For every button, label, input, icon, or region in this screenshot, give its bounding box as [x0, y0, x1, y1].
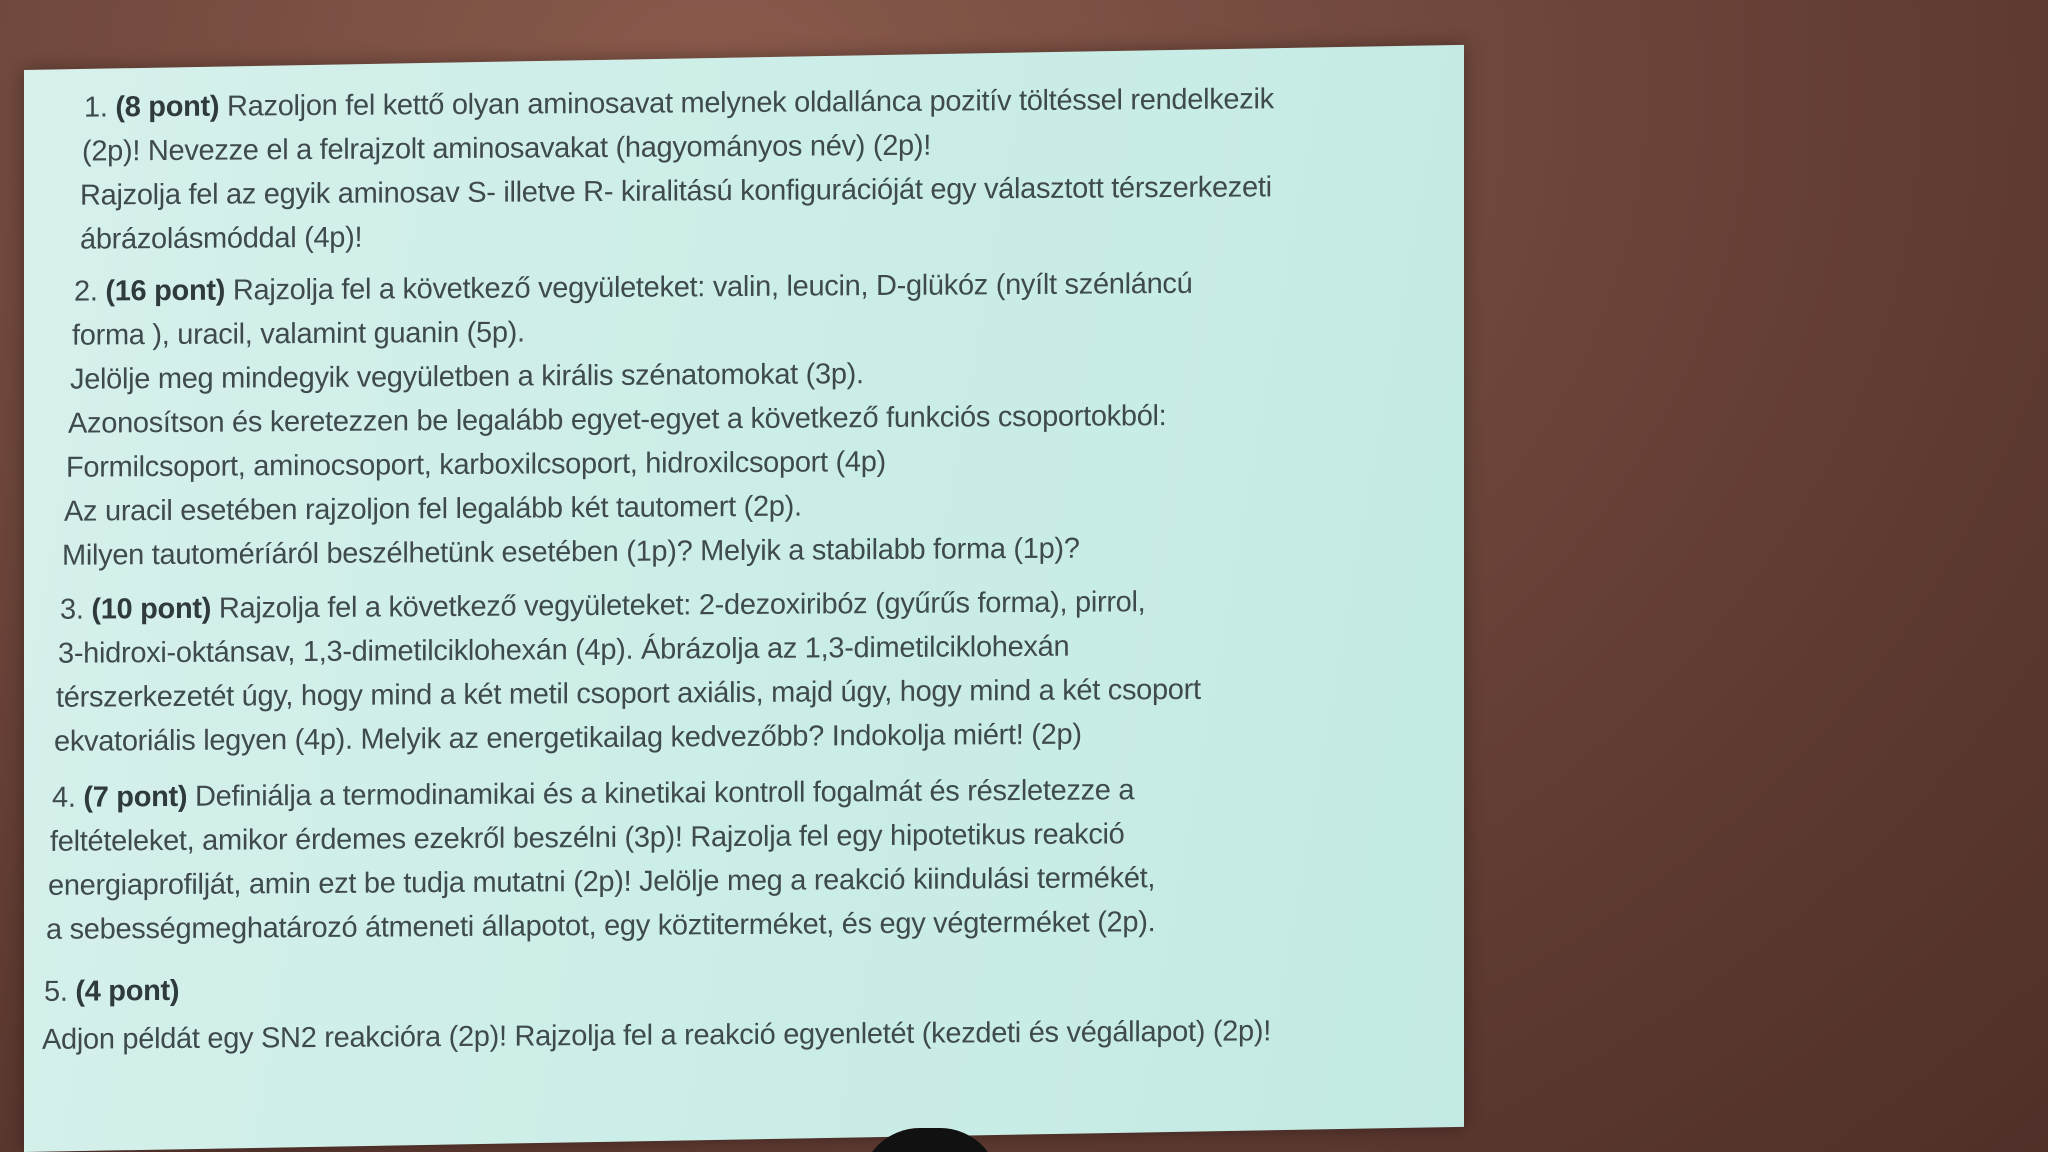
question-2-line-1: 2. (16 pont) Rajzolja fel a következő vegyületeket: valin, leucin, D-glükóz (nyílt szénláncú: [74, 267, 1193, 308]
question-1-line-4: ábrázolásmóddal (4p)!: [80, 221, 363, 256]
question-4-line-2: feltételeket, amikor érdemes ezekről beszélni (3p)! Rajzolja fel egy hipotetikus reakció: [50, 818, 1125, 858]
question-3-line-1: 3. (10 pont) Rajzolja fel a következő vegyületeket: 2-dezoxiribóz (gyűrűs forma), pirrol,: [60, 586, 1146, 626]
question-1-line-1: 1. (8 pont) Razoljon fel kettő olyan aminosavat melynek oldallánca pozitív töltéssel rendelkezik: [84, 83, 1274, 124]
question-3-line-2: 3-hidroxi-oktánsav, 1,3-dimetilciklohexán (4p). Ábrázolja az 1,3-dimetilciklohexán: [58, 630, 1070, 670]
question-3-line-4: ekvatoriális legyen (4p). Melyik az energetikailag kedvezőbb? Indokolja miért! (2p): [54, 718, 1082, 758]
question-5-line-2: Adjon példát egy SN2 reakcióra (2p)! Rajzolja fel a reakció egyenletét (kezdeti és végállapot) (2p)!: [42, 1015, 1271, 1056]
question-5-line-1: 5. (4 pont): [44, 974, 180, 1008]
question-4-line-1: 4. (7 pont) Definiálja a termodinamikai és a kinetikai kontroll fogalmát és részletezze a: [52, 774, 1135, 814]
question-1-line-3: Rajzolja fel az egyik aminosav S- illetve R- kiralitású konfigurációját egy választott térszerkezeti: [80, 171, 1272, 212]
question-2-line-6: Az uracil esetében rajzoljon fel legalább két tautomert (2p).: [64, 490, 802, 528]
slide-content: [24, 60, 1464, 1152]
projection-screen: [24, 45, 1464, 1152]
question-3-line-3: térszerkezetét úgy, hogy mind a két metil csoport axiális, majd úgy, hogy mind a két csoport: [56, 673, 1201, 714]
question-2-line-4: Azonosítson és keretezzen be legalább egyet-egyet a következő funkciós csoportokból:: [68, 400, 1167, 440]
question-2-line-3: Jelölje meg mindegyik vegyületben a királis szénatomokat (3p).: [70, 358, 864, 396]
question-2-line-7: Milyen tautoméríáról beszélhetünk esetében (1p)? Melyik a stabilabb forma (1p)?: [62, 532, 1080, 572]
question-4-line-3: energiaprofilját, amin ezt be tudja mutatni (2p)! Jelölje meg a reakció kiindulási termékét,: [48, 862, 1156, 902]
question-4-line-4: a sebességmeghatározó átmeneti állapotot, egy köztiterméket, és egy végterméket (2p).: [46, 906, 1156, 946]
question-2-line-2: forma ), uracil, valamint guanin (5p).: [72, 316, 525, 352]
question-2-line-5: Formilcsoport, aminocsoport, karboxilcsoport, hidroxilcsoport (4p): [66, 445, 886, 484]
question-1-line-2: (2p)! Nevezze el a felrajzolt aminosavakat (hagyományos név) (2p)!: [82, 129, 931, 168]
